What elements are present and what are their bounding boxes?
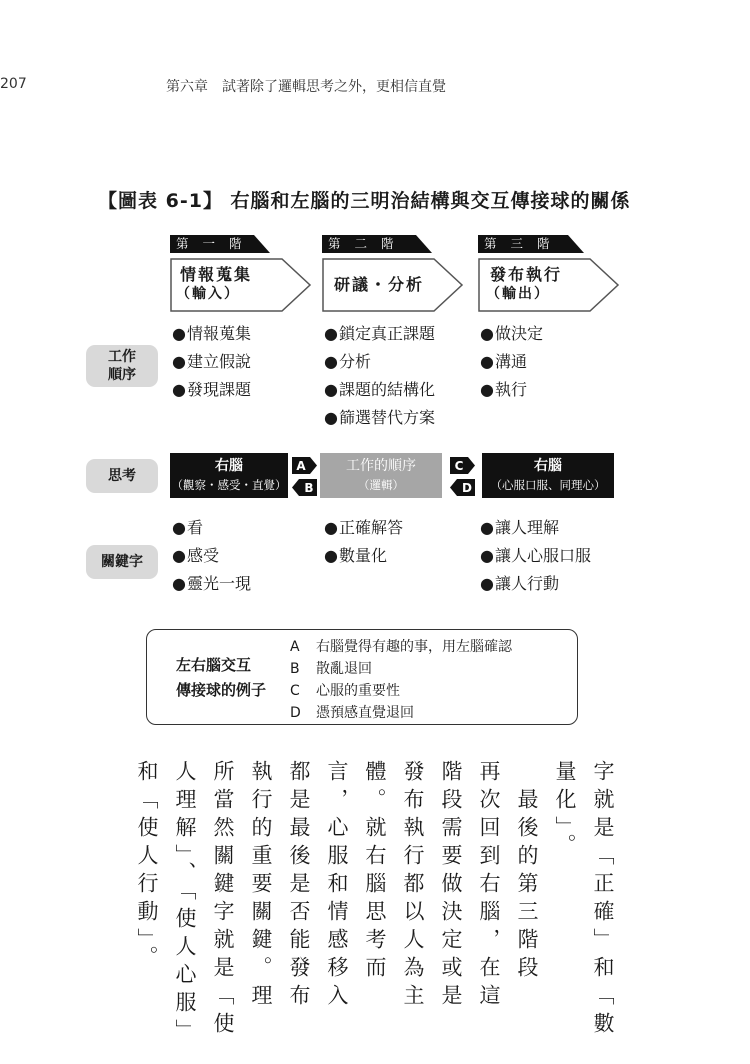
work-order-list-1	[172, 320, 251, 404]
body-column: 階段需要做決定或是	[439, 760, 463, 1012]
body-column: 字就是「正確」和「數	[591, 760, 615, 1040]
stage-tab-label: 第 二 階	[328, 236, 399, 251]
list-item: ● 課題的結構化	[324, 376, 435, 404]
stage-name: 研議・分析	[334, 275, 425, 294]
stage-name: 情報蒐集	[180, 265, 253, 284]
list-item: ● 建立假說	[172, 348, 251, 376]
stage-sub: （輸入）	[176, 286, 240, 302]
thinking-box-right-brain-1	[170, 453, 288, 498]
body-column: 人理解」、「使人心服」	[173, 760, 197, 1047]
list-item: ● 篩選替代方案	[324, 404, 435, 432]
stage-tab-1	[170, 235, 270, 253]
list-item: ● 數量化	[324, 542, 403, 570]
list-item	[290, 702, 512, 724]
body-column: 所當然關鍵字就是「使	[211, 760, 235, 1040]
list-item: ● 發現課題	[172, 376, 251, 404]
list-item: ● 正確解答	[324, 514, 403, 542]
arrow-label-a: A	[296, 458, 306, 473]
stage-sub: （輸出）	[486, 286, 550, 302]
list-item: ● 讓人理解	[480, 514, 591, 542]
example-letter: D	[290, 705, 301, 721]
work-order-list-3	[480, 320, 543, 404]
keyword-list-1	[172, 514, 251, 598]
list-item: ● 讓人行動	[480, 570, 591, 598]
example-letter: B	[290, 661, 300, 677]
thinking-sub: （心服口服、同理心）	[490, 478, 606, 492]
list-item	[290, 658, 512, 680]
list-item: ● 情報蒐集	[172, 320, 251, 348]
list-item: ● 鎖定真正課題	[324, 320, 435, 348]
body-column: 體。就右腦思考而	[363, 760, 387, 984]
body-column: 執行的重要關鍵。理	[249, 760, 273, 1012]
stage-tab-3	[478, 235, 578, 253]
keyword-list-3	[480, 514, 591, 598]
thinking-sub: （觀察・感受・直覺）	[171, 478, 287, 492]
example-letter: A	[290, 639, 300, 655]
list-item: ● 分析	[324, 348, 435, 376]
example-text: 右腦覺得有趣的事，用左腦確認	[316, 639, 512, 655]
list-item: ● 感受	[172, 542, 251, 570]
list-item: ● 看	[172, 514, 251, 542]
row-label-thinking: 思考	[86, 459, 158, 493]
examples-title	[176, 653, 266, 703]
examples-title-line1: 左右腦交互	[176, 656, 252, 674]
example-text: 散亂退回	[316, 661, 372, 677]
examples-list	[290, 636, 512, 724]
list-item	[290, 680, 512, 702]
running-header: 第六章 試著除了邏輯思考之外，更相信直覺	[166, 79, 446, 95]
example-text: 憑預感直覺退回	[316, 705, 414, 721]
stage-tab-2	[322, 235, 422, 253]
body-column: 言，心服和情感移入	[325, 760, 349, 1012]
body-column: 都是最後是否能發布	[287, 760, 311, 1012]
stage-arrow-2	[322, 258, 464, 312]
body-column: 量化」。	[553, 760, 577, 862]
list-item: ● 做決定	[480, 320, 543, 348]
stage-arrow-1	[170, 258, 312, 312]
stage-name: 發布執行	[490, 265, 563, 284]
body-column: 和「使人行動」。	[135, 760, 159, 974]
thinking-box-right-brain-2	[482, 453, 614, 498]
work-order-list-2	[324, 320, 435, 432]
body-column: 發布執行都以人為主	[401, 760, 425, 1012]
arrow-label-d: D	[462, 480, 472, 495]
stage-arrow-3	[478, 258, 620, 312]
body-column: 最後的第三階段	[515, 760, 539, 984]
list-item: ● 溝通	[480, 348, 543, 376]
thinking-sub: （邏輯）	[358, 478, 404, 492]
examples-title-line2: 傳接球的例子	[176, 681, 267, 699]
thinking-title: 右腦	[215, 458, 243, 474]
thinking-title: 工作的順序	[346, 458, 416, 474]
thinking-box-left-brain	[320, 453, 442, 498]
stage-tab-label: 第 三 階	[484, 236, 555, 251]
thinking-title: 右腦	[534, 458, 562, 474]
row-label-keywords: 關鍵字	[86, 545, 158, 579]
body-column: 再次回到右腦，在這	[477, 760, 501, 1012]
keyword-list-2	[324, 514, 403, 570]
list-item: ● 靈光一現	[172, 570, 251, 598]
example-text: 心服的重要性	[316, 683, 400, 699]
arrow-label-c: C	[454, 458, 464, 473]
list-item	[290, 636, 512, 658]
arrow-label-b: B	[304, 480, 314, 495]
row-label-work-order: 工作 順序	[86, 345, 158, 387]
figure-title: 【圖表 6-1】 右腦和左腦的三明治結構與交互傳接球的關係	[98, 190, 631, 212]
example-letter: C	[290, 683, 300, 699]
list-item: ● 讓人心服口服	[480, 542, 591, 570]
page-number: 207	[0, 76, 27, 92]
stage-tab-label: 第 一 階	[176, 236, 247, 251]
list-item: ● 執行	[480, 376, 543, 404]
